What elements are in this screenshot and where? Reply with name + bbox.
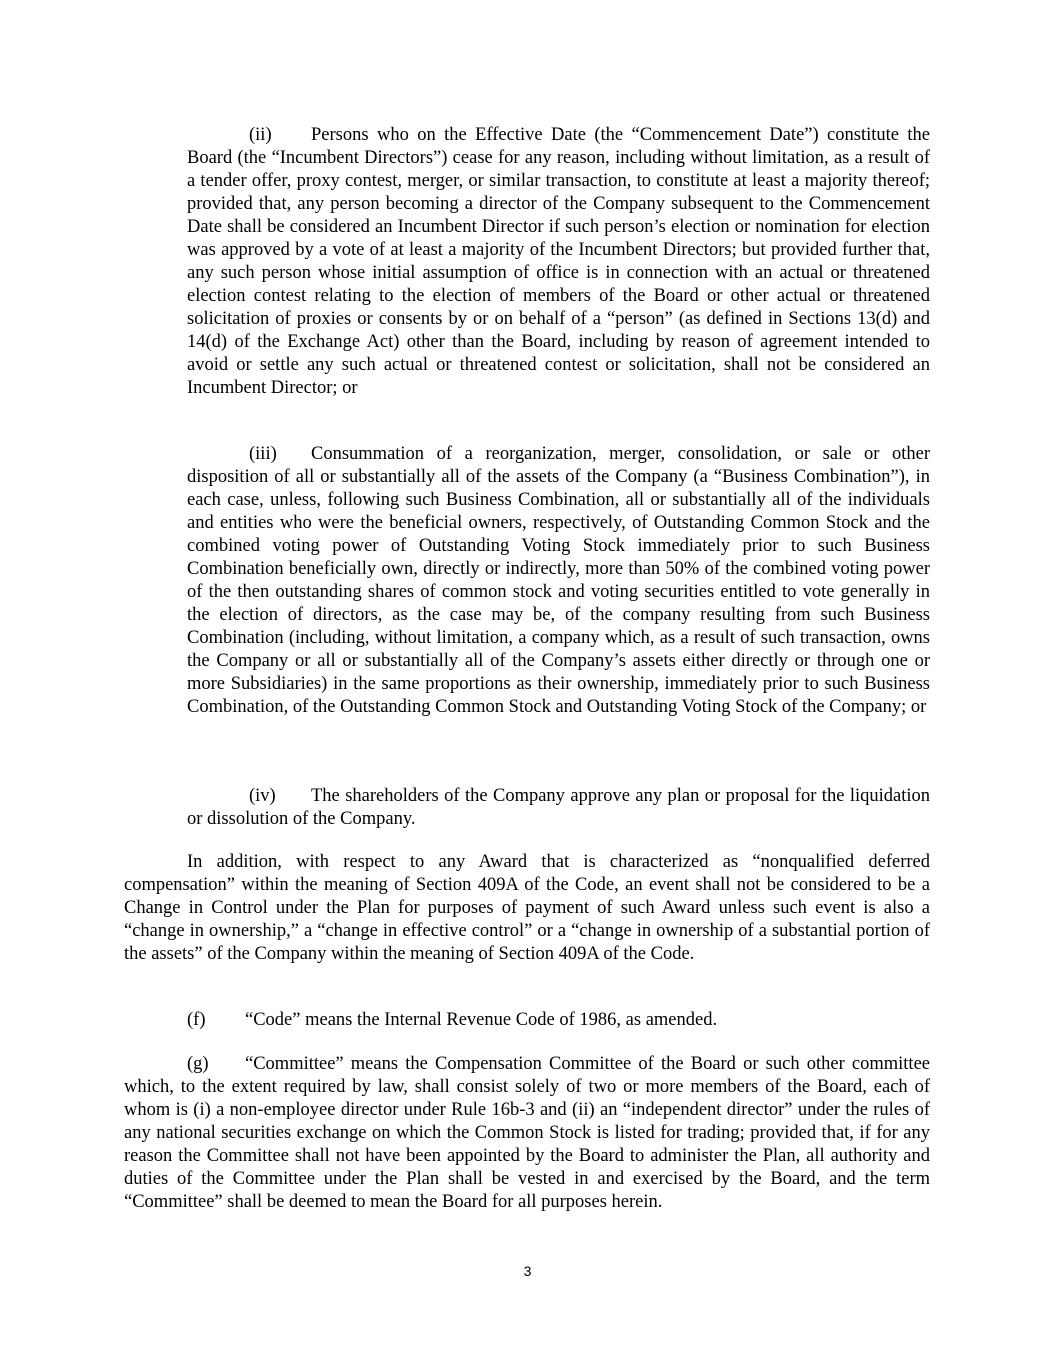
in-addition-text: In addition, with respect to any Award that is characterized as “nonqualified deferred compensation” within the meaning of Section 409A of the Code, an event shall not be considered to be a Change in Control under the Plan for purposes of payment of such Award unless such event is also a “change in ownership,” a “change in effective control” or a “change in ownership of a substantial portion of the assets” of the Company within the meaning of Section 409A of the Code.: [124, 852, 930, 964]
definition-f-paragraph: [124, 1009, 930, 1032]
clause-iv-paragraph: [187, 785, 930, 831]
clause-ii-label: (ii): [249, 125, 272, 145]
definition-g-label: (g): [187, 1054, 209, 1074]
definition-g-paragraph: [124, 1053, 930, 1214]
clause-ii-paragraph: [187, 124, 930, 400]
definition-f-label: (f): [187, 1010, 206, 1030]
clause-iii-label: (iii): [249, 444, 277, 464]
definition-g-text: “Committee” means the Compensation Committee of the Board or such other committee which, to the extent required by law, shall consist solely of two or more members of the Board, each of whom is (i) a non-employee director under Rule 16b-3 and (ii) an “independent director” under the rules of any national securities exchange on which the Common Stock is listed for trading; provided that, if for any reason the Committee shall not have been appointed by the Board to administer the Plan, all authority and duties of the Committee under the Plan shall be vested in and exercised by the Board, and the term “Committee” shall be deemed to mean the Board for all purposes herein.: [124, 1054, 930, 1212]
clause-iii-text: Consummation of a reorganization, merger, consolidation, or sale or other disposition of all or substantially all of the assets of the Company (a “Business Combination”), in each case, unless, following such Business Combination, all or substantially all of the individuals and entities who were the beneficial owners, respectively, of Outstanding Common Stock and the combined voting power of Outstanding Voting Stock immediately prior to such Business Combination beneficially own, directly or indirectly, more than 50% of the combined voting power of the then outstanding shares of common stock and voting securities entitled to vote generally in the election of directors, as the case may be, of the company resulting from such Business Combination (including, without limitation, a company which, as a result of such transaction, owns the Company or all or substantially all of the Company’s assets either directly or through one or more Subsidiaries) in the same proportions as their ownership, immediately prior to such Business Combination, of the Outstanding Common Stock and Outstanding Voting Stock of the Company; or: [187, 444, 930, 717]
clause-iv-label: (iv): [249, 786, 276, 806]
clause-iv-text: The shareholders of the Company approve any plan or proposal for the liquidation or dissolution of the Company.: [187, 786, 930, 829]
in-addition-paragraph: [124, 851, 930, 966]
clause-iii-paragraph: [187, 443, 930, 719]
definition-f-text: “Code” means the Internal Revenue Code of 1986, as amended.: [245, 1010, 718, 1030]
page-number: 3: [523, 1263, 532, 1279]
clause-ii-text: Persons who on the Effective Date (the “Commencement Date”) constitute the Board (the “Incumbent Directors”) cease for any reason, including without limitation, as a result of a tender offer, proxy contest, merger, or similar transaction, to constitute at least a majority thereof; provided that, any person becoming a director of the Company subsequent to the Commencement Date shall be considered an Incumbent Director if such person’s election or nomination for election was approved by a vote of at least a majority of the Incumbent Directors; but provided further that, any such person whose initial assumption of office is in connection with an actual or threatened election contest relating to the election of members of the Board or other actual or threatened solicitation of proxies or consents by or on behalf of a “person” (as defined in Sections 13(d) and 14(d) of the Exchange Act) other than the Board, including by reason of agreement intended to avoid or settle any such actual or threatened contest or solicitation, shall not be considered an Incumbent Director; or: [187, 125, 930, 398]
